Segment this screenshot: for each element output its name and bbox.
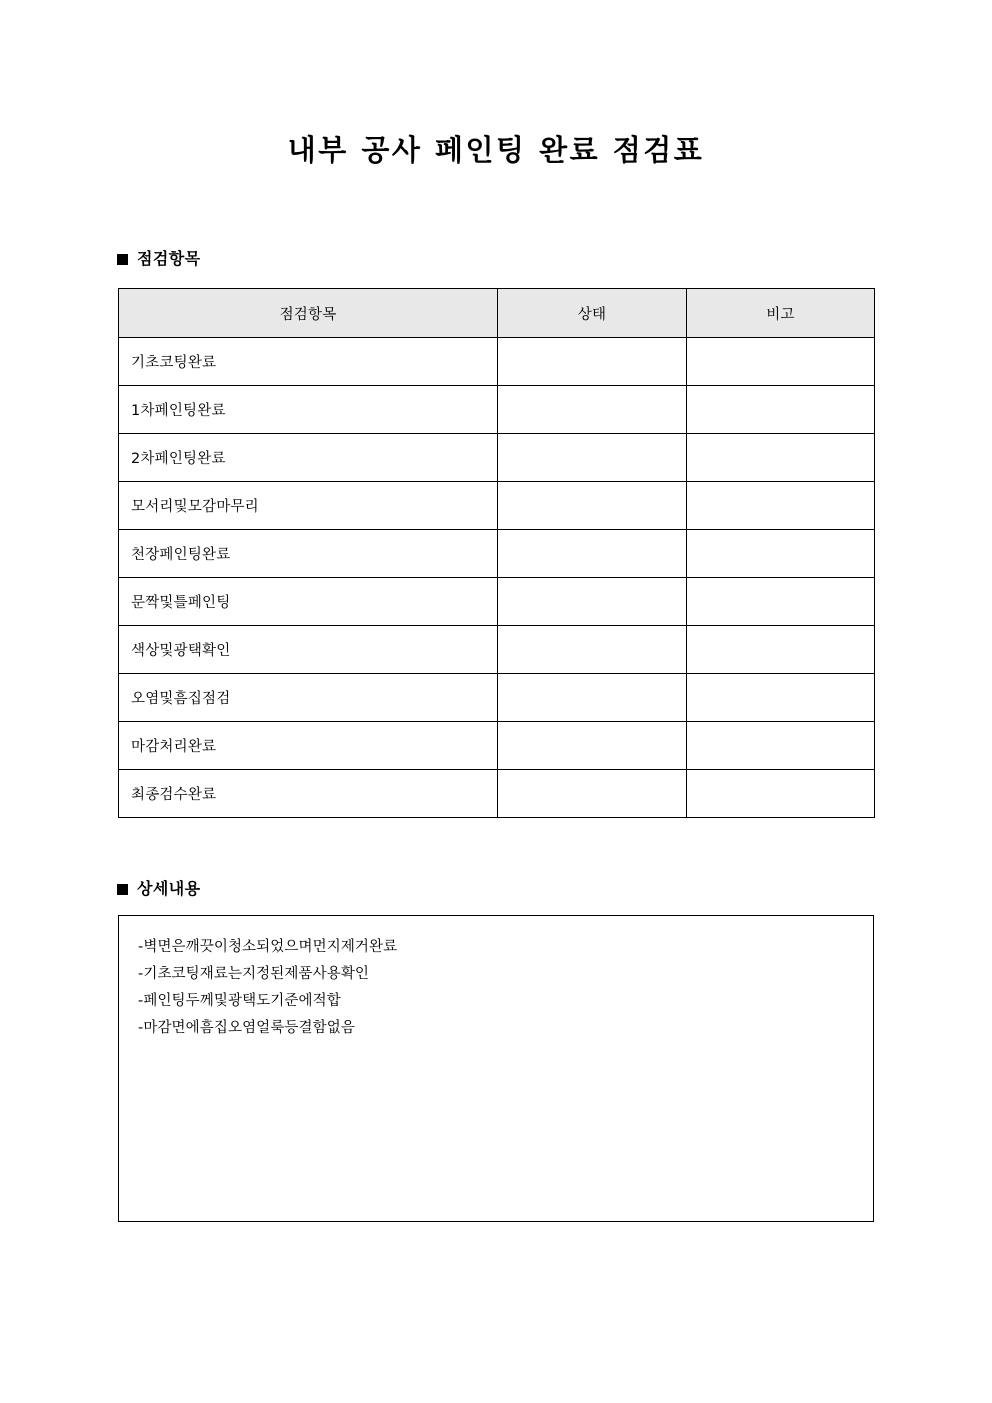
section-heading-checklist-label: 점검항목 xyxy=(137,249,201,268)
table-row xyxy=(119,434,875,482)
checklist-item-label: 2차페인팅완료 xyxy=(119,434,498,482)
checklist-state-cell[interactable] xyxy=(498,338,687,386)
checklist-state-cell[interactable] xyxy=(498,674,687,722)
section-heading-detail xyxy=(117,881,200,897)
checklist-table-head xyxy=(119,289,875,338)
checklist-remark-cell[interactable] xyxy=(687,722,875,770)
page-title: 내부 공사 페인팅 완료 점검표 xyxy=(287,133,705,167)
checklist-remark-cell[interactable] xyxy=(687,626,875,674)
checklist-table-body xyxy=(119,338,875,818)
checklist-item-label: 기초코팅완료 xyxy=(119,338,498,386)
table-row xyxy=(119,626,875,674)
detail-line: -기초코팅재료는지정된제품사용확인 xyxy=(138,966,370,982)
checklist-state-cell[interactable] xyxy=(498,722,687,770)
checklist-table xyxy=(118,288,875,818)
checklist-state-cell[interactable] xyxy=(498,530,687,578)
checklist-state-cell[interactable] xyxy=(498,770,687,818)
checklist-state-cell[interactable] xyxy=(498,578,687,626)
detail-line: -페인팅두께및광택도기준에적합 xyxy=(138,993,341,1009)
detail-line: -벽면은깨끗이청소되었으며먼지제거완료 xyxy=(138,939,398,955)
checklist-remark-cell[interactable] xyxy=(687,482,875,530)
checklist-remark-cell[interactable] xyxy=(687,386,875,434)
table-row xyxy=(119,722,875,770)
column-header-item: 점검항목 xyxy=(119,289,498,338)
section-heading-checklist xyxy=(117,251,200,267)
filled-square-bullet-icon xyxy=(117,884,128,895)
table-row xyxy=(119,674,875,722)
checklist-remark-cell[interactable] xyxy=(687,434,875,482)
checklist-state-cell[interactable] xyxy=(498,434,687,482)
checklist-remark-cell[interactable] xyxy=(687,338,875,386)
checklist-remark-cell[interactable] xyxy=(687,578,875,626)
checklist-state-cell[interactable] xyxy=(498,386,687,434)
checklist-state-cell[interactable] xyxy=(498,626,687,674)
checklist-item-label: 모서리및모감마무리 xyxy=(119,482,498,530)
checklist-state-cell[interactable] xyxy=(498,482,687,530)
checklist-item-label: 색상및광택확인 xyxy=(119,626,498,674)
detail-content-lines xyxy=(138,934,861,1042)
filled-square-bullet-icon xyxy=(117,254,128,265)
table-row xyxy=(119,578,875,626)
checklist-item-label: 오염및흠집점검 xyxy=(119,674,498,722)
detail-line: -마감면에흠집오염얼룩등결함없음 xyxy=(138,1020,355,1036)
table-row xyxy=(119,386,875,434)
detail-content-box[interactable] xyxy=(118,915,874,1222)
table-row xyxy=(119,770,875,818)
table-row xyxy=(119,338,875,386)
checklist-item-label: 최종검수완료 xyxy=(119,770,498,818)
checklist-item-label: 1차페인팅완료 xyxy=(119,386,498,434)
table-row xyxy=(119,530,875,578)
checklist-remark-cell[interactable] xyxy=(687,770,875,818)
section-heading-detail-label: 상세내용 xyxy=(137,879,201,898)
column-header-remark: 비고 xyxy=(687,289,875,338)
checklist-item-label: 천장페인팅완료 xyxy=(119,530,498,578)
checklist-item-label: 마감처리완료 xyxy=(119,722,498,770)
column-header-state: 상태 xyxy=(498,289,687,338)
checklist-item-label: 문짝및틀페인팅 xyxy=(119,578,498,626)
checklist-remark-cell[interactable] xyxy=(687,674,875,722)
checklist-remark-cell[interactable] xyxy=(687,530,875,578)
table-row xyxy=(119,482,875,530)
table-header-row xyxy=(119,289,875,338)
